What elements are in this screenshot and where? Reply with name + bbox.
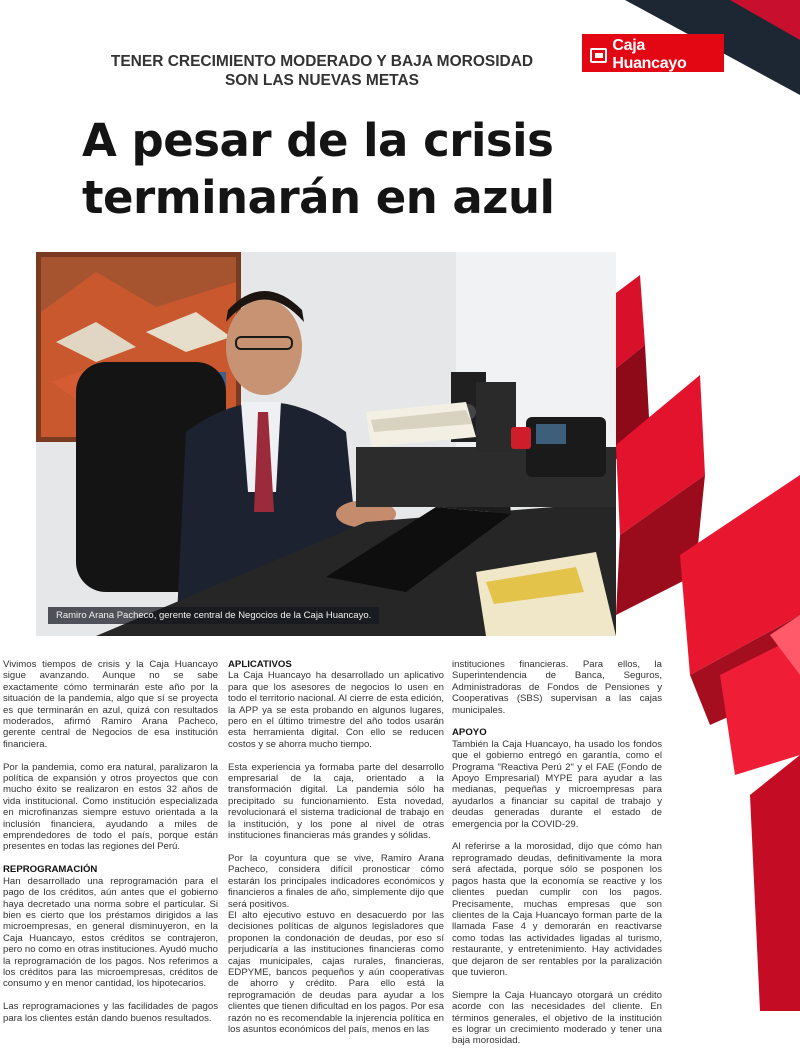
corner-decoration-red	[730, 0, 800, 40]
headline	[82, 112, 602, 226]
photo-caption: Ramiro Arana Pacheco, gerente central de Negocios de la Caja Huancayo.	[48, 607, 379, 624]
paragraph: El alto ejecutivo estuvo en desacuerdo por las decisiones políticas de algunos legisladores que proponen la condonación de deudas, por eso sí perjudicaría a las instituciones financieras como cajas municipales, cajas rurales, financieras, EDPYME, bancos pequeños y aún cooperativas de ahorro y crédito. Para ello está la reprogramación de deudas para ayudar a los clientes que tienen dificultad en los pagos. Por esa razón no es recomendable la injerencia política en los asuntos económicos del país, menos en las	[228, 909, 444, 1035]
paragraph: Siempre la Caja Huancayo otorgará un crédito acorde con las necesidades del cliente. En términos generales, el objetivo de la institución es lograr un crecimiento moderado y tener una baja morosidad.	[452, 989, 662, 1047]
paragraph: Han desarrollado una reprogramación para el pago de los créditos, aún antes que el gobierno haya decretado una norma sobre el particular. Si bien es cierto que los préstamos dirigidos a las microempresas, en general disminuyeron, en la Caja Huancayo, estos créditos se contrajeron, pero no como en otras instituciones. Ayudó mucho la reprogramación de los pagos. Nos referimos a los créditos para las microempresas, créditos de consumo y en menor cantidad, los hipotecarios.	[3, 875, 218, 990]
section-heading: REPROGRAMACIÓN	[3, 864, 98, 876]
paragraph: Por la pandemia, como era natural, paralizaron la política de expansión y otros proyectos que con mucho éxito se realizaron en estos 32 años de vida institucional. Como institución especializada en microfinanzas siempre estuvo orientada a la inclusión financiera, ayudando a miles de emprendedores de todo el país, porque están presentes en todas las regiones del Perú.	[3, 761, 218, 853]
paragraph: Por la coyuntura que se vive, Ramiro Arana Pacheco, considera difícil pronosticar cómo estarán los principales indicadores económicos y financieros a finales de año, simplemente dijo que será positivos.	[228, 852, 444, 910]
paragraph: También la Caja Huancayo, ha usado los fondos que el gobierno entregó en garantía, como el Programa "Reactiva Perú 2" y el FAE (Fondo de Apoyo Empresarial) MYPE para ayudar a las medianas, pequeñas y microempresas para ayudarlos a financiar su capital de trabajo y deudas generadas durante el estado de emergencia por la COVID-29.	[452, 738, 662, 830]
office-scene-illustration	[36, 252, 616, 636]
brand-logo	[582, 34, 724, 82]
section-heading: APLICATIVOS	[228, 659, 292, 670]
paragraph: Vivimos tiempos de crisis y la Caja Huancayo sigue avanzando. Aunque no se sabe exactamente cómo terminarán este año por la situación de la pandemia, algo que sí se proyecta es que terminarán en azul, quizá con resultados moderados, afirmó Ramiro Arana Pacheco, gerente central de Negocios de esa institución financiera.	[3, 659, 218, 750]
article-column-1	[3, 659, 218, 1035]
brand-name: Caja Huancayo	[612, 37, 687, 72]
paragraph: Al referirse a la morosidad, dijo que cómo han reprogramado deudas, definitivamente la mora será afectada, porque sólo se posponen los pagos hasta que la economía se reactive y los clientes puedan cumplir con los pagos. Precisamente, muchas empresas que son clientes de la Caja Huancayo forman parte de la llamada Fase 4 y demorarán en reactivarse como todas las actividades ligadas al turismo, restaurante, y entretenimiento. Hay actividades que dejaron de ser rentables por la paralización que tuvieron.	[452, 841, 662, 978]
article-column-3	[452, 659, 662, 1058]
paragraph: Esta experiencia ya formaba parte del desarrollo empresarial de la caja, orientado a la transformación digital. La pandemia sólo ha precipitado su funcionamiento. Esta novedad, revolucionará el sistema tradicional de trabajo en la institución, y los pone al nivel de otras instituciones financieras más grandes y sólidas.	[228, 761, 444, 842]
section-heading: APOYO	[452, 727, 487, 739]
brand-mark-icon	[590, 48, 607, 63]
brand-tagline: La Caja del Perú	[634, 72, 702, 82]
paragraph: La Caja Huancayo ha desarrollado un aplicativo para que los asesores de negocios lo usen en todo el territorio nacional. Al cierre de esta edición, la APP ya se esta probando en algunos lugares, pero en el último trimestre del año todos usarán esta herramienta digital. Con ello se reducen costos y se ahorra mucho tiempo.	[228, 670, 444, 750]
paragraph: Las reprogramaciones y las facilidades de pagos para los clientes están dando buenos resultados.	[3, 1001, 218, 1024]
headline-line-2: terminarán en azul	[82, 171, 555, 224]
article-photo	[36, 252, 616, 636]
kicker: TENER CRECIMIENTO MODERADO Y BAJA MOROSIDAD SON LAS NUEVAS METAS	[110, 53, 534, 89]
article-column-2	[228, 659, 444, 1047]
headline-line-1: A pesar de la crisis	[82, 114, 554, 167]
paragraph: instituciones financieras. Para ellos, la Superintendencia de Banca, Seguros, Administradoras de Fondos de Pensiones y Cooperativas (SBS) supervisan a las cajas municipales.	[452, 659, 662, 716]
